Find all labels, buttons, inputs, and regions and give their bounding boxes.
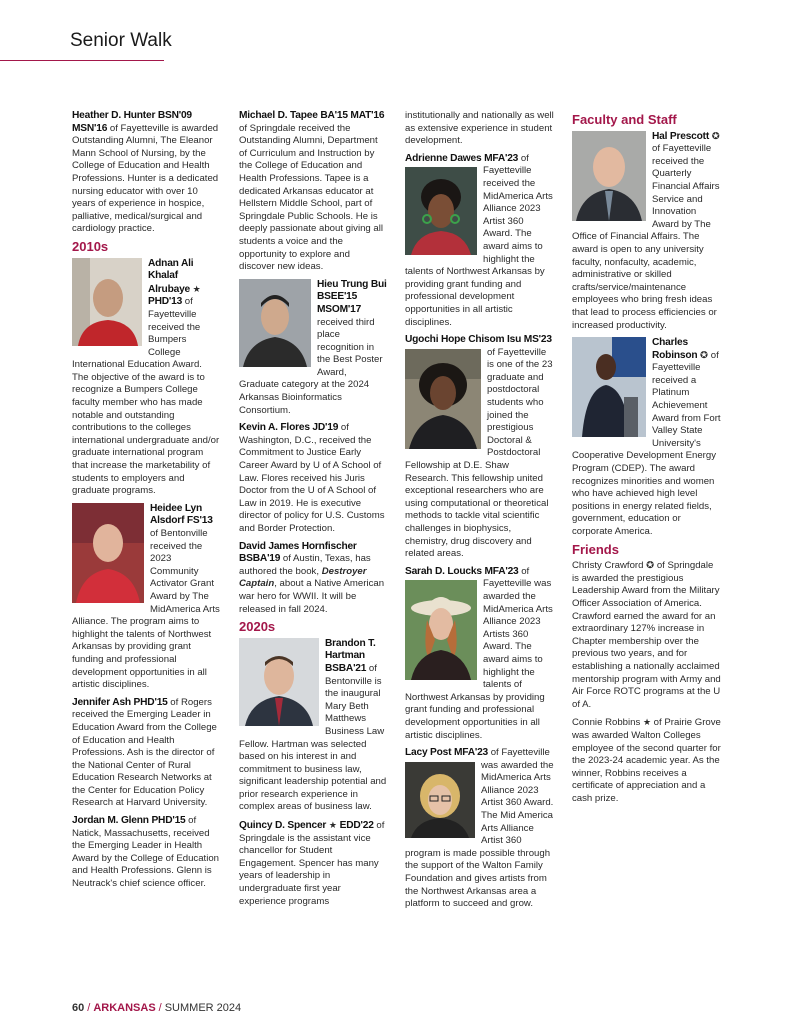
portrait-photo xyxy=(239,638,319,726)
entry-text: of Prairie Grove was awarded Walton Colleges employee of the second quarter for the 2023-24 academic year. As the winner, Robbins receives a certificate of appreciation and a cash prize. xyxy=(572,717,721,804)
entry-glenn xyxy=(72,815,220,891)
entry-text: of Fayetteville was awarded the MidAmerica Arts Alliance 2023 Artist 360 Award. The Mid America Arts Alliance Artist 360 program is made possible through the support of the Walton Family Foundation and gives artists from the Northwest Arkansas area a platform to succeed and grow. xyxy=(405,747,554,910)
entry-spencer xyxy=(239,819,387,908)
section-heading-2010s: 2010s xyxy=(72,238,109,254)
entry-isu xyxy=(405,334,555,561)
entry-degree: EDD'22 xyxy=(339,820,374,832)
entry-degree: PHD'13 xyxy=(148,296,183,308)
entry-name: Ugochi Hope Chisom Isu MS'23 xyxy=(405,334,552,346)
section-heading-friends: Friends xyxy=(572,541,619,557)
entry-ash xyxy=(72,697,220,810)
entry-text: Christy Crawford xyxy=(572,560,647,572)
portrait-photo xyxy=(405,580,477,680)
entry-alrubaye xyxy=(72,258,220,498)
entry-name: Hieu Trung Bui BSEE'15 MSOM'17 xyxy=(317,278,387,315)
entry-text: institutionally and nationally as well as extensive experience in student development. xyxy=(405,110,554,147)
entry-text: of Austin, Texas, has authored the book, xyxy=(239,553,371,577)
entry-name: Charles Robinson xyxy=(652,337,698,361)
section-heading-faculty-staff: Faculty and Staff xyxy=(572,112,677,127)
entry-name: Kevin A. Flores JD'19 xyxy=(239,422,339,434)
entry-tapee xyxy=(239,110,387,274)
entry-name: Hal Prescott xyxy=(652,130,710,142)
badge-icon: ✪ xyxy=(700,349,709,361)
column-4 xyxy=(572,110,722,810)
entry-name: Heather D. Hunter BSN'09 MSN'16 xyxy=(72,110,192,134)
entry-text: of Fayetteville is awarded Outstanding Alumni, The Eleanor Mann School of Nursing, by the College of Education and Health Professions. Hunter is a dedicated nursing educator with over 10 years of experience in hospice, palliative, medical/surgical and cardiology practice. xyxy=(72,122,219,235)
entry-text: of Bentonville received the 2023 Community Activator Grant Award by The MidAmerica Arts Alliance. The program aims to highlight the talents of Northwest Arkansas by providing grant funding and professional development opportunities in all artistic disciplines. xyxy=(72,528,220,691)
entry-text: of Washington, D.C., received the Commitment to Justice Early Career Award by U of A School of Law. Flores received his Juris Doctor from the U of A School of Law in 2019. He is executive director of policy for U.S. Customs and Border Protection. xyxy=(239,422,385,534)
page-section-title: Senior Walk xyxy=(70,30,172,51)
entry-robinson xyxy=(572,337,722,539)
star-icon: ★ xyxy=(328,820,337,831)
entry-post xyxy=(405,747,555,911)
entry-text: of Fayetteville received the Quarterly Financial Affairs Service and Innovation Award by The Office of Financial Affairs. The award is open to any university faculty, nonfaculty, academic, administrative or skilled crafts/service/maintenance employees who bring fresh ideas that lead to process efficiencies or increased productivity. xyxy=(572,143,720,331)
separator: / xyxy=(87,1002,91,1014)
book-title: Destroyer Captain xyxy=(239,565,367,590)
portrait-photo xyxy=(72,258,142,346)
entry-flores xyxy=(239,422,387,535)
entry-name: David James Hornfischer BSBA'19 xyxy=(239,540,357,565)
entry-text: of Rogers received the Emerging Leader in Education Award from the College of Education and Health Professions. Ash is the director of the National Center of Rural Education Research Networks at the Center for Education Policy Research at Harvard University. xyxy=(72,696,217,809)
column-3 xyxy=(405,110,555,916)
entry-name: Lacy Post MFA'23 xyxy=(405,747,489,759)
entry-text: of Fayetteville is one of the 23 graduate and postdoctoral students who joined the prestigious Doctoral & Postdoctoral Fellowship at D.E. Shaw Research. This fellowship united exceptional researchers who are using computational or theoretical methods to tackle vital scientific challenges in biophysics, chemistry, drug discovery and related areas. xyxy=(405,346,553,560)
entry-text: of Fayetteville was awarded the MidAmerica Arts Alliance 2023 Artists 360 Award. The award aims to highlight the talents of Northwest Arkansas by providing grant funding and professional development opportunities in all artistic disciplines. xyxy=(405,565,553,741)
section-heading-2020s: 2020s xyxy=(239,619,276,635)
entry-continued xyxy=(405,110,555,148)
portrait-photo xyxy=(405,167,477,255)
column-2 xyxy=(239,110,387,913)
separator: / xyxy=(158,1002,162,1014)
entry-alsdorf xyxy=(72,503,220,692)
column-1 xyxy=(72,110,220,896)
entry-name: Adnan Ali Khalaf Alrubaye xyxy=(148,257,194,295)
entry-robbins xyxy=(572,716,722,805)
portrait-photo xyxy=(405,349,481,449)
portrait-photo xyxy=(572,131,646,221)
entry-loucks xyxy=(405,566,555,742)
portrait-photo xyxy=(572,337,646,437)
entry-text: of Bentonville is the inaugural Mary Beth Matthews Business Law Fellow. Hartman was selected based on his interest in and commitment to business law, significant leadership potential and prior research experience in complex areas of business law. xyxy=(239,662,387,813)
star-icon: ★ xyxy=(642,717,652,728)
entry-name: Brandon T. Hartman BSBA'21 xyxy=(325,637,376,674)
entry-text: of Fayetteville received a Platinum Achievement Award from Fort Valley State University's Cooperative Development Energy Program (CDEP). The award recognizes minorities and women who have achieved high level positions in energy related fields, government, education or corporate America. xyxy=(572,349,721,537)
entry-name: Heidee Lyn Alsdorf FS'13 xyxy=(150,502,213,527)
entry-name: Sarah D. Loucks MFA'23 xyxy=(405,565,519,577)
entry-name: Adrienne Dawes MFA'23 xyxy=(405,152,519,164)
issue-label: SUMMER 2024 xyxy=(164,1002,242,1014)
entry-text: Connie Robbins xyxy=(572,717,643,729)
page-number: 60 xyxy=(72,1002,85,1014)
badge-icon: ✪ xyxy=(711,130,720,142)
entry-text: received third place recognition in the Best Poster Award, Graduate category at the 2024 Arkansas Bioinformatics Consortium. xyxy=(239,316,383,416)
star-icon: ★ xyxy=(192,283,201,294)
magazine-name: ARKANSAS xyxy=(93,1002,156,1014)
entry-text: of Springdale received the Outstanding Alumni, Department of Curriculum and Instruction by the College of Education and Health Professions. Tapee is a dedicated Arkansas educator at Hellstern Middle School, part of Springdale Public Schools. He is deeply passionate about giving all students a voice and the opportunity to explore and discover new ideas. xyxy=(239,122,384,273)
portrait-photo xyxy=(405,762,475,838)
entry-name: Quincy D. Spencer xyxy=(239,820,327,832)
entry-text: , about a Native American war hero for WWII. It will be released in fall 2024. xyxy=(239,578,385,615)
entry-hunter xyxy=(72,110,220,236)
portrait-photo xyxy=(72,503,144,603)
entry-name: Michael D. Tapee BA'15 MAT'16 xyxy=(239,110,385,121)
entry-hartman xyxy=(239,638,387,814)
entry-crawford xyxy=(572,560,722,711)
entry-dawes xyxy=(405,153,555,329)
entry-prescott xyxy=(572,131,722,333)
entry-name: Jordan M. Glenn PHD'15 xyxy=(72,815,186,827)
entry-bui xyxy=(239,279,387,418)
entry-text: of Natick, Massachusetts, received the Emerging Leader in Health Award by the College of Education and Health Professions. Glenn is Neutrack's chief science officer. xyxy=(72,815,220,890)
portrait-photo xyxy=(239,279,311,367)
entry-text: of Springdale is awarded the prestigious Leadership Award from the Military Officer Association of America. Crawford earned the award for an extraordinary 127% increase in Chapter membership over the previous two years, and for establishing a nationally acclaimed mentorship program with Army and Air Force ROTC programs at the U of A. xyxy=(572,560,721,710)
entry-text: of Fayetteville received the Bumpers College International Education Award. The objective of the award is to recognize a Bumpers College faculty member who has made notable and outstanding contributions to the colleges international undergraduate and/or graduate international program that increase the marketability of students to employers and graduate programs. xyxy=(72,296,220,497)
page-footer xyxy=(72,1002,241,1014)
entry-name: Jennifer Ash PHD'15 xyxy=(72,696,168,708)
entry-text: of Springdale is the assistant vice chancellor for Student Engagement. Spencer has many years of leadership in undergraduate first year experience programs xyxy=(239,820,385,907)
entry-text: of Fayetteville received the MidAmerica Arts Alliance 2023 Artist 360 Award. The award aims to highlight the talents of Northwest Arkansas by providing grant funding and professional development opportunities in all artistic disciplines. xyxy=(405,152,553,328)
entry-hornfischer xyxy=(239,541,387,617)
header-divider xyxy=(0,60,164,61)
badge-icon: ✪ xyxy=(646,560,655,572)
